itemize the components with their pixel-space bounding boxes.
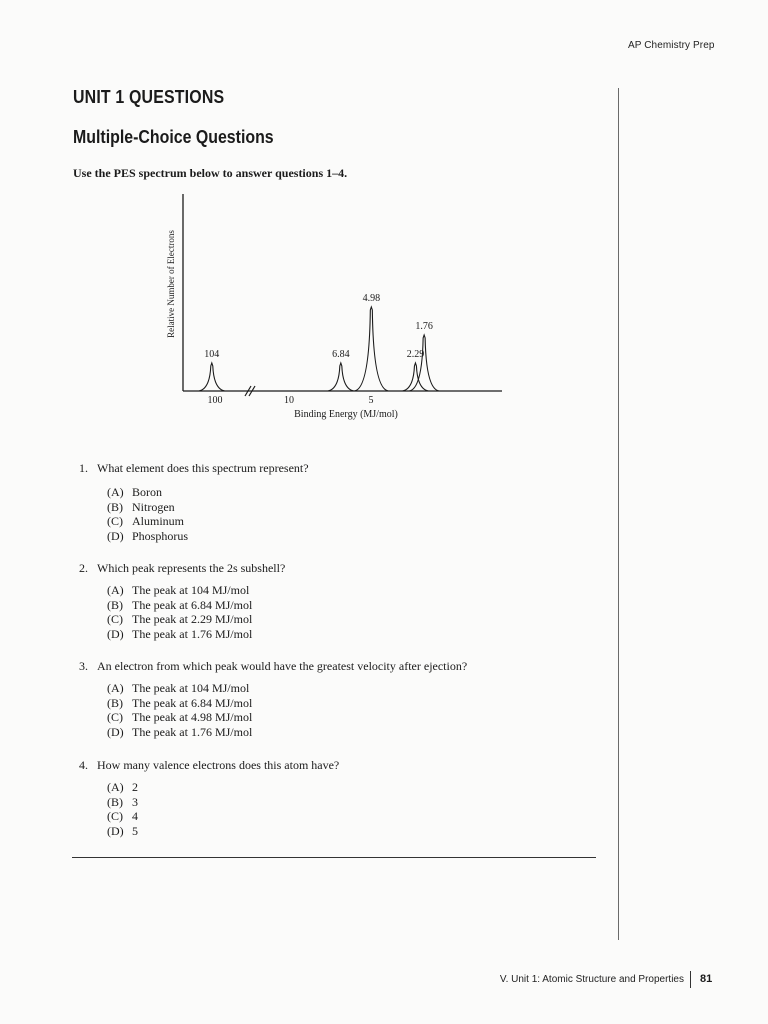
choice-letter: (B) — [107, 499, 123, 514]
choice-letter: (C) — [107, 612, 123, 626]
choice-letter: (A) — [107, 780, 124, 794]
question-3 — [79, 659, 609, 749]
choice-text: The peak at 2.29 MJ/mol — [132, 612, 253, 626]
choice-letter: (B) — [107, 597, 123, 612]
choice-text: Boron — [132, 485, 162, 499]
choice-text: The peak at 1.76 MJ/mol — [132, 626, 253, 641]
question-stem: Which peak represents the 2s subshell? — [97, 561, 286, 575]
footer-divider — [690, 971, 691, 988]
choice-text: The peak at 104 MJ/mol — [132, 583, 250, 597]
pes-peak — [406, 335, 439, 391]
x-axis-label: Binding Energy (MJ/mol) — [294, 409, 398, 420]
unit-title: UNIT 1 QUESTIONS — [73, 86, 225, 107]
instructions: Use the PES spectrum below to answer questions 1–4. — [73, 166, 348, 180]
choice-text: The peak at 4.98 MJ/mol — [132, 710, 253, 724]
footer-section-title: V. Unit 1: Atomic Structure and Properties — [499, 974, 684, 985]
choice-letter: (A) — [107, 681, 124, 695]
question-2 — [79, 561, 599, 651]
margin-rule — [618, 88, 619, 940]
choice-letter: (A) — [107, 583, 124, 597]
pes-peak — [199, 363, 225, 391]
question-number: 1. — [79, 461, 88, 475]
section-end-rule — [72, 857, 596, 858]
peak-label: 2.29 — [406, 349, 425, 360]
pes-peak — [328, 363, 354, 391]
choice-text: The peak at 6.84 MJ/mol — [132, 695, 253, 710]
choice-letter: (D) — [107, 626, 124, 641]
question-number: 2. — [79, 561, 88, 575]
peak-label: 1.76 — [415, 321, 433, 332]
choice-text: The peak at 104 MJ/mol — [132, 681, 250, 695]
choice-text: Aluminum — [132, 514, 185, 528]
choice-letter: (D) — [107, 724, 124, 739]
choice-letter: (B) — [107, 695, 123, 710]
choice-text: 5 — [132, 823, 138, 838]
choice-letter: (A) — [107, 485, 124, 499]
question-number: 3. — [79, 659, 88, 673]
choice-text: 2 — [132, 780, 138, 794]
question-stem: An electron from which peak would have the greatest velocity after ejection? — [97, 659, 468, 673]
question-stem: How many valence electrons does this atom have? — [97, 758, 340, 772]
choice-letter: (D) — [107, 823, 124, 838]
choice-letter: (D) — [107, 528, 124, 543]
x-tick-label: 100 — [207, 395, 223, 406]
question-stem: What element does this spectrum represent? — [97, 461, 309, 475]
choice-text: The peak at 1.76 MJ/mol — [132, 724, 253, 739]
choice-letter: (C) — [107, 514, 123, 528]
page-number: 81 — [700, 973, 713, 985]
choice-text: 3 — [132, 794, 138, 809]
peak-label: 6.84 — [332, 349, 350, 360]
choice-text: The peak at 6.84 MJ/mol — [132, 597, 253, 612]
peak-label: 4.98 — [362, 293, 381, 304]
y-axis-label: Relative Number of Electrons — [166, 230, 176, 338]
choice-letter: (C) — [107, 710, 123, 724]
running-header: AP Chemistry Prep — [628, 40, 715, 51]
choice-letter: (B) — [107, 794, 123, 809]
choice-text: Nitrogen — [132, 499, 175, 514]
choice-text: 4 — [132, 809, 138, 823]
pes-spectrum-chart — [150, 188, 520, 428]
question-1 — [79, 461, 599, 551]
x-tick-label: 5 — [368, 395, 374, 406]
x-tick-label: 10 — [284, 395, 294, 406]
question-4 — [79, 758, 599, 848]
choice-letter: (C) — [107, 809, 123, 823]
choice-text: Phosphorus — [132, 528, 189, 543]
pes-peak — [354, 307, 388, 391]
chart-axes — [183, 194, 502, 396]
question-number: 4. — [79, 758, 88, 772]
peak-label: 104 — [204, 349, 220, 360]
section-title: Multiple-Choice Questions — [73, 126, 274, 147]
